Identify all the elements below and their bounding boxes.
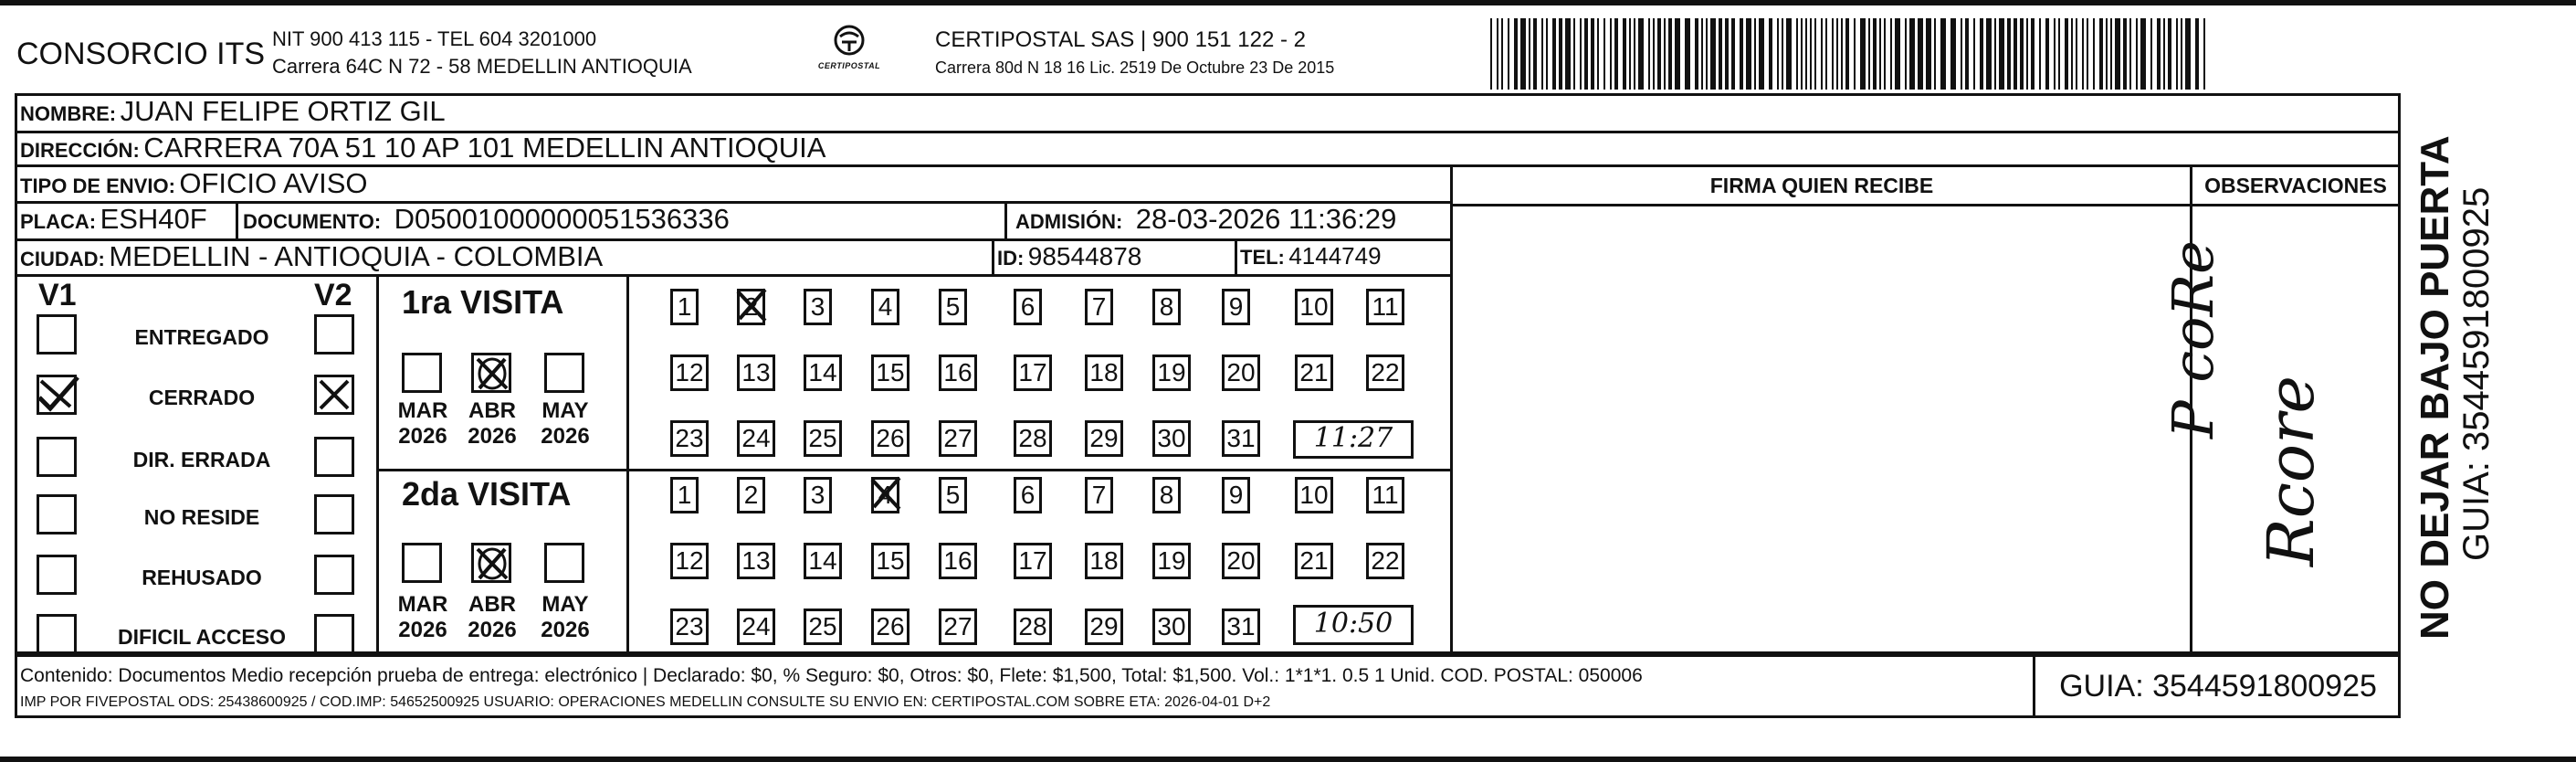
- day-number: 16: [943, 546, 973, 575]
- visit2-time-value: 10:50: [1313, 608, 1393, 640]
- admision-value: 28-03-2026 11:36:29: [1135, 203, 1397, 235]
- admision-label: ADMISIÓN:: [1015, 210, 1123, 233]
- day-number: 30: [1157, 612, 1186, 640]
- carrier-address: Carrera 80d N 18 16 Lic. 2519 De Octubre 23 De 2015: [935, 58, 1335, 77]
- day-number: 8: [1159, 481, 1174, 509]
- day-number: 1: [677, 481, 692, 509]
- admision-row: [1015, 203, 1396, 236]
- tel-label: TEL:: [1240, 246, 1285, 269]
- nombre-value: JUAN FELIPE ORTIZ GIL: [120, 95, 446, 127]
- day-number: 11: [1372, 481, 1399, 509]
- day-number: 12: [675, 546, 704, 575]
- day-number: 5: [945, 292, 961, 321]
- day-number: 11: [1372, 292, 1399, 321]
- month-year: 2026: [541, 618, 590, 642]
- status-v2-checkbox[interactable]: [314, 555, 354, 595]
- month-year: 2026: [398, 424, 447, 449]
- day-cell[interactable]: [871, 609, 909, 645]
- tipo-value: OFICIO AVISO: [179, 167, 368, 199]
- address-line: Carrera 64C N 72 - 58 MEDELLIN ANTIOQUIA: [272, 55, 692, 78]
- day-number: 26: [876, 424, 905, 452]
- status-label: DIFICIL ACCESO: [117, 625, 286, 649]
- tipo-label: TIPO DE ENVIO:: [20, 175, 175, 197]
- day-number: 28: [1018, 424, 1047, 452]
- day-number: 2: [743, 292, 759, 321]
- side-guia: GUIA: 3544591800925: [2456, 186, 2497, 561]
- visit1-time-value: 11:27: [1313, 422, 1393, 454]
- day-cell[interactable]: [1085, 289, 1113, 325]
- ciudad-value: MEDELLIN - ANTIOQUIA - COLOMBIA: [109, 240, 604, 272]
- day-cell[interactable]: [939, 609, 977, 645]
- month-label: [460, 398, 524, 450]
- day-cell[interactable]: [737, 289, 765, 325]
- placa-row: [20, 203, 207, 236]
- day-number: 6: [1020, 481, 1036, 509]
- day-number: 30: [1157, 424, 1186, 452]
- day-cell[interactable]: [670, 477, 699, 513]
- day-number: 16: [943, 358, 973, 386]
- carrier-line: CERTIPOSTAL SAS | 900 151 122 - 2: [935, 27, 1306, 52]
- day-cell[interactable]: [1366, 477, 1404, 513]
- day-number: 5: [945, 481, 961, 509]
- ciudad-row: [20, 240, 603, 273]
- day-number: 20: [1226, 546, 1256, 575]
- day-number: 15: [876, 358, 905, 386]
- day-cell[interactable]: [1295, 477, 1333, 513]
- status-v1-checkbox[interactable]: [37, 614, 77, 654]
- day-number: 7: [1091, 481, 1107, 509]
- month-year: 2026: [468, 618, 517, 642]
- day-number: 9: [1228, 292, 1244, 321]
- day-number: 4: [878, 481, 893, 509]
- check-mark-icon: [36, 374, 81, 414]
- day-cell[interactable]: [1222, 609, 1260, 645]
- day-cell[interactable]: [1152, 420, 1191, 457]
- status-label: DIR. ERRADA: [132, 448, 271, 471]
- status-v2-checkbox[interactable]: [314, 614, 354, 654]
- documento-row: [243, 203, 730, 236]
- month-checkbox[interactable]: [471, 353, 511, 393]
- day-cell[interactable]: [871, 289, 899, 325]
- status-label: NO RESIDE: [143, 505, 260, 529]
- day-cell[interactable]: [1222, 543, 1260, 579]
- day-number: 17: [1018, 358, 1047, 386]
- day-number: 17: [1018, 546, 1047, 575]
- day-number: 31: [1226, 612, 1256, 640]
- day-number: 7: [1091, 292, 1107, 321]
- day-number: 18: [1089, 358, 1119, 386]
- ciudad-label: CIUDAD:: [20, 248, 105, 270]
- status-v2-checkbox[interactable]: [314, 314, 354, 355]
- row-divider: [15, 274, 1452, 277]
- visit-calendar-divider: [626, 274, 629, 654]
- month-name: MAR: [397, 592, 448, 617]
- day-cell[interactable]: [1222, 289, 1250, 325]
- day-cell[interactable]: [871, 420, 909, 457]
- day-number: 31: [1226, 424, 1256, 452]
- day-number: 27: [943, 424, 973, 452]
- day-number: 27: [943, 612, 973, 640]
- status-label: ENTREGADO: [134, 325, 269, 349]
- month-label: [533, 592, 597, 643]
- form-bottom-border: [15, 715, 2401, 718]
- day-cell[interactable]: [1085, 477, 1113, 513]
- month-checkbox[interactable]: [402, 543, 442, 583]
- certipostal-logo: [813, 24, 886, 80]
- month-checkbox[interactable]: [471, 543, 511, 583]
- documento-label: DOCUMENTO:: [243, 210, 382, 233]
- visit2-time: [1293, 605, 1414, 645]
- x-mark-icon: [474, 545, 510, 582]
- signature-header-divider: [1450, 204, 2401, 206]
- day-cell[interactable]: [1366, 355, 1404, 391]
- day-number: 12: [675, 358, 704, 386]
- x-mark-icon: [734, 288, 771, 324]
- day-cell[interactable]: [939, 355, 977, 391]
- day-cell[interactable]: [1014, 420, 1052, 457]
- day-cell[interactable]: [737, 543, 775, 579]
- x-mark-icon: [868, 476, 905, 513]
- day-number: 10: [1299, 481, 1329, 509]
- footer-line-2: IMP POR FIVEPOSTAL ODS: 25438600925 / COD.IMP: 54652500925 USUARIO: OPERACIONES MEDELLIN CONSULTE SU ENVIO EN: CERTIPOSTAL.COM SOBRE ETA: 2026-04-01 D+2: [20, 694, 1271, 710]
- id-value: 98544878: [1027, 242, 1142, 270]
- day-cell[interactable]: [737, 420, 775, 457]
- day-cell[interactable]: [871, 355, 909, 391]
- barcode: [1490, 18, 2213, 90]
- v2-label: V2: [314, 278, 352, 312]
- day-cell[interactable]: [1152, 289, 1181, 325]
- cell-divider: [992, 240, 994, 275]
- x-mark-icon: [474, 355, 510, 392]
- day-cell[interactable]: [871, 543, 909, 579]
- x-mark-icon: [317, 377, 352, 412]
- top-rule: [0, 0, 2576, 5]
- day-cell[interactable]: [1152, 543, 1191, 579]
- day-number: 22: [1371, 358, 1400, 386]
- day-cell[interactable]: [1295, 543, 1333, 579]
- day-number: 21: [1299, 358, 1329, 386]
- day-number: 6: [1020, 292, 1036, 321]
- nombre-row: [20, 95, 446, 128]
- day-cell[interactable]: [1295, 289, 1333, 325]
- footer-left-border: [15, 654, 17, 718]
- day-number: 9: [1228, 481, 1244, 509]
- direccion-label: DIRECCIÓN:: [20, 139, 140, 162]
- day-cell[interactable]: [1014, 609, 1052, 645]
- footer-line-1: Contenido: Documentos Medio recepción prueba de entrega: electrónico | Declarado: $0, % Seguro: $0, Otros: $0, Flete: $1,500, Total: $1,500. Vol.: 1*1*1. 0.5 1 Unid. COD. POSTAL: 050006: [20, 665, 1643, 686]
- day-cell[interactable]: [1014, 477, 1042, 513]
- day-cell[interactable]: [804, 289, 832, 325]
- day-cell[interactable]: [1014, 289, 1042, 325]
- day-number: 13: [741, 546, 771, 575]
- day-cell[interactable]: [1222, 355, 1260, 391]
- firma-label: FIRMA QUIEN RECIBE: [1709, 174, 1934, 197]
- cell-divider: [1235, 240, 1237, 275]
- visit-divider: [376, 469, 1452, 471]
- day-cell[interactable]: [1014, 543, 1052, 579]
- day-number: 23: [675, 612, 704, 640]
- nombre-label: NOMBRE:: [20, 102, 117, 125]
- day-number: 29: [1089, 612, 1119, 640]
- day-number: 10: [1299, 292, 1329, 321]
- day-number: 24: [741, 612, 771, 640]
- month-name: MAY: [541, 592, 589, 617]
- day-number: 28: [1018, 612, 1047, 640]
- day-number: 25: [808, 612, 837, 640]
- day-number: 3: [810, 481, 825, 509]
- day-cell[interactable]: [1085, 609, 1123, 645]
- day-cell[interactable]: [1085, 355, 1123, 391]
- id-row: [997, 242, 1141, 271]
- day-cell[interactable]: [871, 477, 899, 513]
- day-cell[interactable]: [939, 543, 977, 579]
- footer-right-border: [2398, 654, 2401, 718]
- day-number: 23: [675, 424, 704, 452]
- month-label: [460, 592, 524, 643]
- day-number: 4: [878, 292, 893, 321]
- day-number: 26: [876, 612, 905, 640]
- day-cell[interactable]: [939, 420, 977, 457]
- day-cell[interactable]: [737, 609, 775, 645]
- month-name: MAY: [541, 398, 589, 423]
- status-v1-checkbox[interactable]: [37, 555, 77, 595]
- day-cell[interactable]: [1085, 420, 1123, 457]
- day-cell[interactable]: [939, 289, 967, 325]
- logo-text: CERTIPOSTAL: [817, 61, 881, 70]
- status-v1-checkbox[interactable]: [37, 494, 77, 534]
- month-checkbox[interactable]: [544, 543, 584, 583]
- day-number: 3: [810, 292, 825, 321]
- month-checkbox[interactable]: [544, 353, 584, 393]
- status-v2-checkbox[interactable]: [314, 437, 354, 477]
- day-cell[interactable]: [1014, 355, 1052, 391]
- day-number: 15: [876, 546, 905, 575]
- tel-value: 4144749: [1288, 242, 1382, 270]
- month-year: 2026: [468, 424, 517, 449]
- day-cell[interactable]: [804, 420, 842, 457]
- month-label: [391, 592, 455, 643]
- day-number: 25: [808, 424, 837, 452]
- month-checkbox[interactable]: [402, 353, 442, 393]
- visit1-time: [1293, 420, 1414, 459]
- bottom-rule: [0, 757, 2576, 762]
- month-name: MAR: [397, 398, 448, 423]
- cell-divider: [1004, 203, 1007, 238]
- day-cell[interactable]: [1152, 477, 1181, 513]
- status-divider: [376, 274, 379, 654]
- day-number: 19: [1157, 358, 1186, 386]
- cell-divider: [236, 203, 238, 238]
- day-cell[interactable]: [670, 289, 699, 325]
- day-cell[interactable]: [1222, 420, 1260, 457]
- guia-box: [2033, 657, 2401, 715]
- nit-line: NIT 900 413 115 - TEL 604 3201000: [272, 27, 597, 50]
- company-name: CONSORCIO ITS: [16, 37, 266, 71]
- day-number: 18: [1089, 546, 1119, 575]
- day-number: 20: [1226, 358, 1256, 386]
- observaciones-label: OBSERVACIONES: [2204, 174, 2387, 197]
- day-cell[interactable]: [670, 355, 709, 391]
- id-label: ID:: [997, 247, 1025, 270]
- day-cell[interactable]: [1085, 543, 1123, 579]
- day-cell[interactable]: [804, 477, 832, 513]
- day-cell[interactable]: [737, 355, 775, 391]
- day-cell[interactable]: [1295, 355, 1333, 391]
- side-warning: NO DEJAR BAJO PUERTA: [2413, 135, 2457, 640]
- month-label: [533, 398, 597, 450]
- logo-icon: [831, 24, 867, 57]
- day-cell[interactable]: [1366, 543, 1404, 579]
- day-number: 19: [1157, 546, 1186, 575]
- day-number: 29: [1089, 424, 1119, 452]
- day-cell[interactable]: [1152, 609, 1191, 645]
- direccion-row: [20, 132, 825, 164]
- day-number: 14: [808, 546, 837, 575]
- tipo-row: [20, 167, 368, 200]
- observaciones-note-1: P coRe: [2160, 240, 2226, 439]
- day-cell[interactable]: [804, 543, 842, 579]
- month-name: ABR: [468, 398, 516, 423]
- day-number: 24: [741, 424, 771, 452]
- status-v1-checkbox[interactable]: [37, 314, 77, 355]
- day-cell[interactable]: [737, 477, 765, 513]
- v1-label: V1: [38, 278, 77, 312]
- month-name: ABR: [468, 592, 516, 617]
- documento-value: D05001000000051536336: [394, 203, 730, 235]
- row-divider: [15, 164, 2401, 167]
- visit2-title: 2da VISITA: [402, 475, 572, 513]
- day-number: 22: [1371, 546, 1400, 575]
- day-cell[interactable]: [1366, 289, 1404, 325]
- day-cell[interactable]: [670, 420, 709, 457]
- observaciones-note-2: Rcore: [2254, 376, 2329, 566]
- day-cell[interactable]: [804, 355, 842, 391]
- day-cell[interactable]: [670, 543, 709, 579]
- guia-box-text: GUIA: 3544591800925: [2059, 669, 2377, 704]
- day-number: 8: [1159, 292, 1174, 321]
- visit1-title: 1ra VISITA: [402, 283, 564, 321]
- status-v2-checkbox[interactable]: [314, 494, 354, 534]
- month-year: 2026: [541, 424, 590, 449]
- status-v1-checkbox[interactable]: [37, 375, 77, 415]
- day-number: 14: [808, 358, 837, 386]
- tel-row: [1240, 242, 1382, 270]
- day-cell[interactable]: [670, 609, 709, 645]
- day-number: 1: [677, 292, 692, 321]
- day-cell[interactable]: [1152, 355, 1191, 391]
- status-v1-checkbox[interactable]: [37, 437, 77, 477]
- month-year: 2026: [398, 618, 447, 642]
- placa-value: ESH40F: [100, 203, 207, 235]
- day-number: 13: [741, 358, 771, 386]
- day-number: 2: [743, 481, 759, 509]
- status-v2-checkbox[interactable]: [314, 375, 354, 415]
- day-cell[interactable]: [939, 477, 967, 513]
- status-label: CERRADO: [148, 386, 256, 409]
- day-cell[interactable]: [804, 609, 842, 645]
- direccion-value: CARRERA 70A 51 10 AP 101 MEDELLIN ANTIOQUIA: [143, 132, 826, 164]
- month-label: [391, 398, 455, 450]
- day-number: 21: [1299, 546, 1329, 575]
- placa-label: PLACA:: [20, 210, 97, 233]
- day-cell[interactable]: [1222, 477, 1250, 513]
- status-label: REHUSADO: [142, 566, 262, 589]
